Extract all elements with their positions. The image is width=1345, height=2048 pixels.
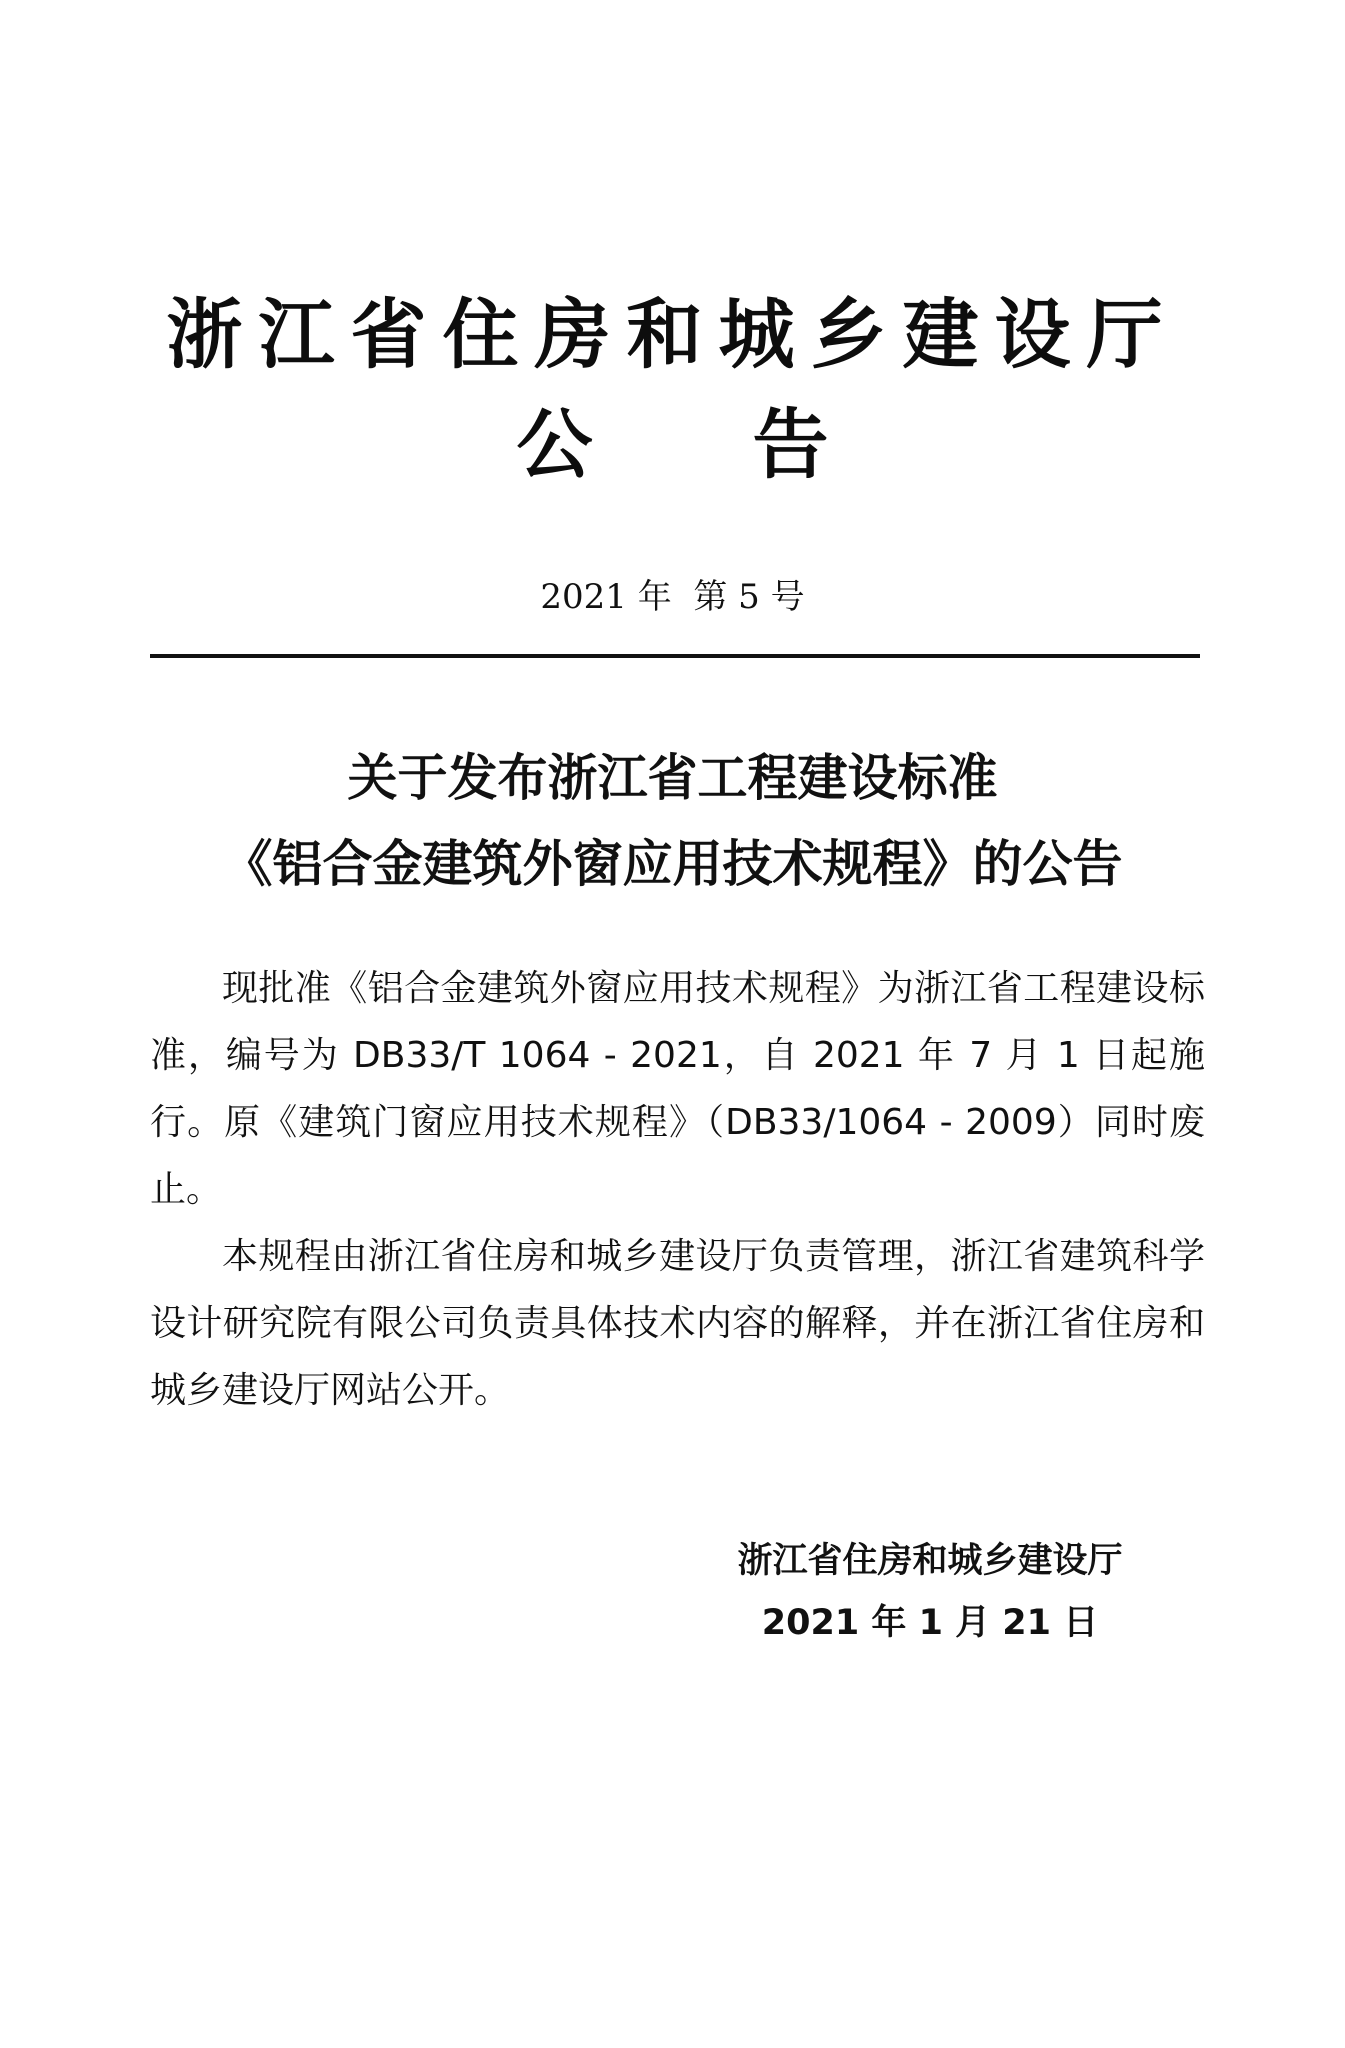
subject-line-2: 《铝合金建筑外窗应用技术规程》的公告 [222, 835, 1123, 893]
body-paragraph-1: 现批准《铝合金建筑外窗应用技术规程》为浙江省工程建设标准，编号为 DB33/T 1064 - 2021，自 2021 年 7 月 1 日起施行。原《建筑门窗应用技术规程》（DB33/1064 - 2009）同时废止。 [150, 968, 1205, 1210]
document-number: 2021 年 第 5 号 [540, 577, 805, 617]
notice-heading-char-2: 告 [752, 400, 829, 489]
notice-heading-char-1: 公 [516, 400, 593, 489]
signature-issuer: 浙江省住房和城乡建设厅 [737, 1541, 1123, 1581]
header-divider [150, 654, 1200, 658]
signature-date: 2021 年 1 月 21 日 [761, 1603, 1099, 1643]
announcement-subject [0, 735, 1345, 907]
body-paragraph-2: 本规程由浙江省住房和城乡建设厅负责管理，浙江省建筑科学设计研究院有限公司负责具体技术内容的解释，并在浙江省住房和城乡建设厅网站公开。 [150, 1236, 1205, 1411]
notice-heading [0, 395, 1345, 495]
announcement-body [150, 955, 1205, 1424]
agency-title: 浙江省住房和城乡建设厅 [166, 290, 1179, 379]
subject-line-1: 关于发布浙江省工程建设标准 [347, 749, 998, 807]
signature-block [700, 1530, 1160, 1654]
